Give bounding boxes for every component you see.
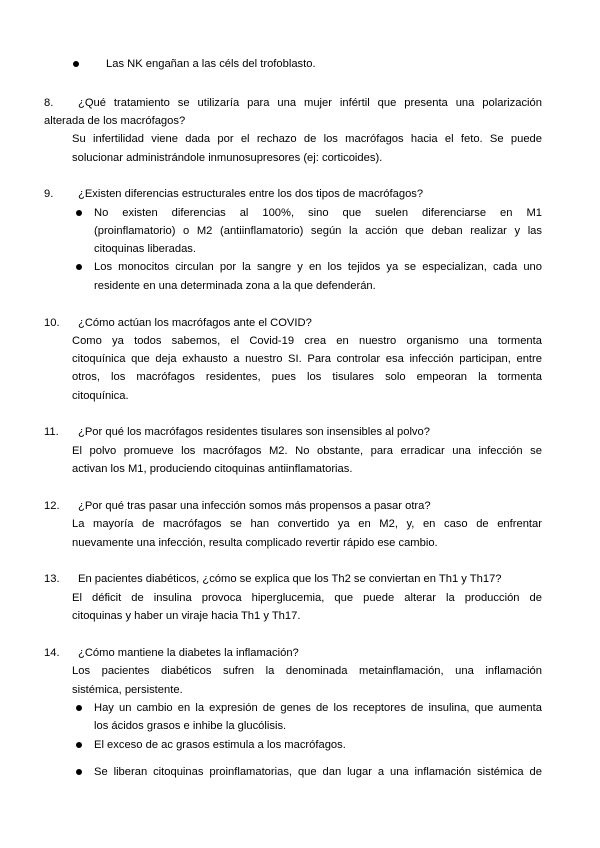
question-text: ¿Por qué tras pasar una infección somos más propensos a pasar otra? [78, 500, 431, 512]
answer-text: Su infertilidad viene dada por el rechazo de los macrófagos hacia el feto. Se puede [72, 133, 542, 145]
bullet-icon [76, 210, 82, 216]
answer-text: citoquínica. [72, 390, 129, 402]
question-text: ¿Existen diferencias estructurales entre los dos tipos de macrófagos? [78, 188, 424, 200]
answer-text: El polvo promueve los macrófagos M2. No obstante, para erradicar una infección se [72, 445, 542, 457]
answer-text: activan los M1, produciendo citoquinas antiinflamatorias. [72, 463, 353, 475]
answer-text: sistémica, persistente. [72, 684, 183, 696]
question-number: 8. [44, 97, 54, 109]
question-text: En pacientes diabéticos, ¿cómo se explica que los Th2 se conviertan en Th1 y Th17? [78, 573, 502, 585]
answer-text: otros, los macrófagos residentes, pues los tisulares solo empeoran la tormenta [72, 371, 542, 383]
bullet-text: Hay un cambio en la expresión de genes de los receptores de insulina, que aumenta [94, 702, 542, 714]
bullet-text: (proinflamatorio) o M2 (antiinflamatorio) según la acción que deban realizar y las [94, 225, 542, 237]
bullet-text: residente en una determinada zona a la que defenderán. [94, 280, 376, 292]
question-number: 10. [44, 317, 60, 329]
question-number: 11. [44, 426, 59, 438]
bullet-icon [76, 264, 82, 270]
answer-text: citoquinas y haber un viraje hacia Th1 y Th17. [72, 610, 301, 622]
question-text: alterada de los macrófagos? [44, 115, 186, 127]
answer-text: La mayoría de macrófagos se han convertido ya en M2, y, en caso de enfrentar [72, 518, 542, 530]
answer-text: Los pacientes diabéticos sufren la denominada metainflamación, una inflamación [72, 665, 542, 677]
question-text: ¿Cómo mantiene la diabetes la inflamación? [78, 647, 299, 659]
bullet-text: Se liberan citoquinas proinflamatorias, que dan lugar a una inflamación sistémica de [94, 766, 542, 778]
question-number: 12. [44, 500, 60, 512]
question-number: 13. [44, 573, 60, 585]
bullet-text: El exceso de ac grasos estimula a los macrófagos. [94, 739, 346, 751]
bullet-icon [76, 742, 82, 748]
answer-text: nuevamente una infección, resulta complicado revertir rápido ese cambio. [72, 537, 438, 549]
question-number: 14. [44, 647, 60, 659]
question-text: ¿Por qué los macrófagos residentes tisulares son insensibles al polvo? [78, 426, 430, 438]
bullet-text: Los monocitos circulan por la sangre y en los tejidos ya se especializan, cada uno [94, 261, 542, 273]
answer-text: Como ya todos sabemos, el Covid-19 crea en nuestro organismo una tormenta [72, 335, 542, 347]
bullet-icon [76, 769, 82, 775]
bullet-text: No existen diferencias al 100%, sino que suelen diferenciarse en M1 [94, 207, 542, 219]
question-text: ¿Cómo actúan los macrófagos ante el COVID? [78, 317, 312, 329]
bullet-icon [76, 705, 82, 711]
answer-text: citoquínica que deja exhausto a nuestro SI. Para controlar esa infección participan, entre [72, 353, 542, 365]
top-bullet-text: Las NK engañan a las céls del trofoblasto. [106, 58, 316, 70]
bullet-icon [73, 61, 79, 67]
answer-text: El déficit de insulina provoca hiperglucemia, que puede alterar la producción de [72, 592, 542, 604]
question-text: ¿Qué tratamiento se utilizaría para una mujer infértil que presenta una polarización [78, 97, 542, 109]
question-number: 9. [44, 188, 54, 200]
bullet-text: los ácidos grasos e inhibe la glucólisis. [94, 720, 287, 732]
answer-text: solucionar administrándole inmunosupresores (ej: corticoides). [72, 152, 383, 164]
bullet-text: citoquinas liberadas. [94, 243, 196, 255]
